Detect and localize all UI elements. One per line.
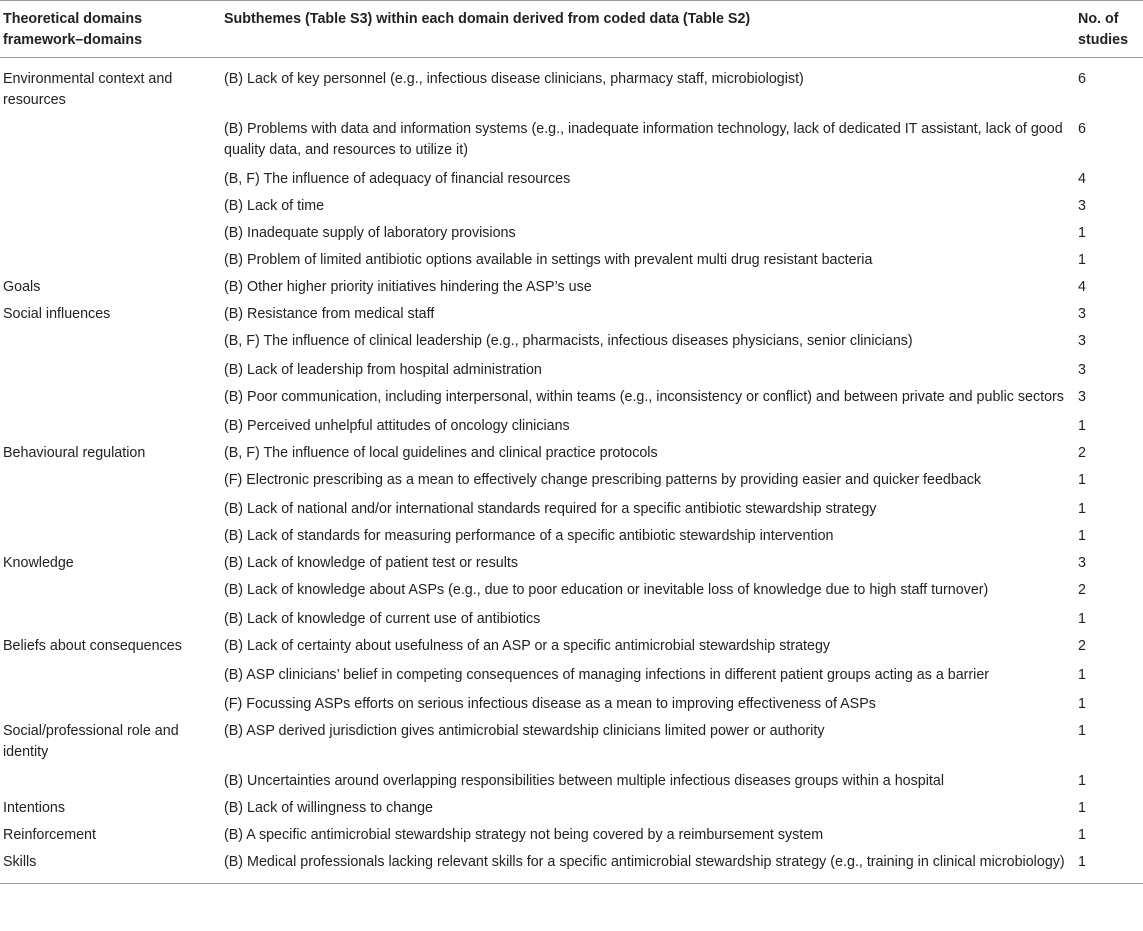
table-row [0,247,1143,274]
num-studies-cell: 1 [1078,252,1086,268]
table-row [0,577,1143,606]
subtheme-cell: (B) Lack of time [224,198,325,214]
domain-cell [0,166,220,193]
subtheme-cell: (B) A specific antimicrobial stewardship strategy not being covered by a reimbursement system [224,827,824,843]
num-studies-cell: 2 [1078,638,1086,654]
num-studies-cell: 1 [1078,528,1086,544]
table-row [0,220,1143,247]
subtheme-cell: (B) Inadequate supply of laboratory provisions [224,225,516,241]
num-studies-cell: 1 [1078,667,1086,683]
table-row [0,822,1143,849]
table-row [0,550,1143,577]
subtheme-cell: (B) ASP derived jurisdiction gives antimicrobial stewardship clinicians limited power or authority [224,723,825,739]
subtheme-cell: (B) Poor communication, including interpersonal, within teams (e.g., inconsistency or conflict) and between private and public sectors [224,389,1064,405]
num-studies-cell: 3 [1078,389,1086,405]
subtheme-cell: (B) Other higher priority initiatives hindering the ASP’s use [224,279,592,295]
subtheme-cell: (B) Perceived unhelpful attitudes of oncology clinicians [224,418,570,434]
num-studies-cell: 2 [1078,445,1086,461]
subtheme-cell: (B) Problem of limited antibiotic options available in settings with prevalent multi drug resistant bacteria [224,252,873,268]
domain-cell [0,116,220,166]
table-row [0,768,1143,795]
subtheme-cell: (B) Problems with data and information systems (e.g., inadequate information technology, lack of dedicated IT assistant, lack of good quality data, and resources to utilize it) [224,121,1063,158]
subtheme-cell: (F) Electronic prescribing as a mean to effectively change prescribing patterns by providing easier and quicker feedback [224,472,982,488]
num-studies-cell: 1 [1078,225,1086,241]
table-row [0,116,1143,166]
header-row [0,1,1143,58]
table-row [0,301,1143,328]
domain-cell [0,193,220,220]
table-row [0,413,1143,440]
subtheme-cell: (B, F) The influence of clinical leadership (e.g., pharmacists, infectious diseases physicians, senior clinicians) [224,333,913,349]
domain-cell [0,328,220,357]
subtheme-cell: (B) Resistance from medical staff [224,306,435,322]
domain-cell [0,496,220,523]
table-row [0,58,1143,117]
domain-cell: Social/professional role and identity [3,723,179,760]
header-domain: Theoretical domains framework–domains [0,1,220,58]
domain-cell [0,523,220,550]
domain-cell: Social influences [3,306,111,322]
domain-cell [0,247,220,274]
num-studies-cell: 1 [1078,827,1086,843]
table-row [0,633,1143,662]
subtheme-cell: (B, F) The influence of adequacy of financial resources [224,171,571,187]
table-row [0,440,1143,467]
domain-cell [0,384,220,413]
num-studies-cell: 4 [1078,279,1086,295]
subtheme-cell: (B) Lack of key personnel (e.g., infectious disease clinicians, pharmacy staff, microbiologist) [224,71,804,87]
table-row [0,274,1143,301]
num-studies-cell: 1 [1075,849,1143,884]
subtheme-cell: (B) ASP clinicians’ belief in competing consequences of managing infections in different patient groups acting as a barrier [224,667,990,683]
domain-cell [0,413,220,440]
num-studies-cell: 1 [1078,696,1086,712]
table-body [0,58,1143,884]
table-row [0,662,1143,691]
num-studies-cell: 4 [1078,171,1086,187]
table-row [0,384,1143,413]
num-studies-cell: 1 [1078,773,1086,789]
table-row [0,166,1143,193]
num-studies-cell: 1 [1078,723,1086,739]
domain-cell: Intentions [3,800,65,816]
domain-cell [0,220,220,247]
subtheme-cell: (B) Uncertainties around overlapping responsibilities between multiple infectious diseases groups within a hospital [224,773,945,789]
subtheme-cell: (B) Lack of knowledge about ASPs (e.g., due to poor education or inevitable loss of knowledge due to high staff turnover) [224,582,989,598]
num-studies-cell: 3 [1078,555,1086,571]
table-row [0,606,1143,633]
subtheme-cell: (B) Lack of standards for measuring performance of a specific antibiotic stewardship intervention [224,528,834,544]
domain-cell [0,662,220,691]
table-row [0,357,1143,384]
table-row [0,849,1143,884]
table-row [0,718,1143,768]
domain-cell [0,577,220,606]
num-studies-cell: 3 [1078,362,1086,378]
num-studies-cell: 1 [1078,418,1086,434]
domain-cell [0,768,220,795]
num-studies-cell: 6 [1078,71,1086,87]
header-num-studies: No. of studies [1075,1,1143,58]
subtheme-cell: (B) Lack of willingness to change [224,800,434,816]
domain-cell: Reinforcement [3,827,96,843]
domain-cell [0,606,220,633]
subtheme-cell: (B, F) The influence of local guidelines and clinical practice protocols [224,445,658,461]
domain-cell: Skills [0,849,220,884]
domain-cell [0,691,220,718]
subtheme-cell: (B) Lack of knowledge of patient test or results [224,555,519,571]
num-studies-cell: 1 [1078,800,1086,816]
num-studies-cell: 1 [1078,611,1086,627]
table-row [0,467,1143,496]
header-subthemes: Subthemes (Table S3) within each domain derived from coded data (Table S2) [220,1,1075,58]
domain-cell [0,467,220,496]
subtheme-cell: (B) Lack of national and/or international standards required for a specific antibiotic stewardship strategy [224,501,877,517]
domain-cell: Beliefs about consequences [3,638,182,654]
subtheme-cell: (B) Lack of knowledge of current use of antibiotics [224,611,541,627]
num-studies-cell: 1 [1078,472,1086,488]
domain-cell: Behavioural regulation [3,445,146,461]
table-row [0,691,1143,718]
subtheme-cell: (F) Focussing ASPs efforts on serious infectious disease as a mean to improving effectiveness of ASPs [224,696,876,712]
table-row [0,795,1143,822]
domain-cell: Goals [3,279,41,295]
domain-cell [0,357,220,384]
subtheme-cell: (B) Lack of leadership from hospital administration [224,362,542,378]
domain-cell: Environmental context and resources [3,71,173,108]
num-studies-cell: 3 [1078,333,1086,349]
num-studies-cell: 2 [1078,582,1086,598]
domain-cell: Knowledge [3,555,74,571]
subtheme-cell: (B) Medical professionals lacking relevant skills for a specific antimicrobial stewardship strategy (e.g., training in clinical microbiology) [220,849,1075,884]
num-studies-cell: 3 [1078,306,1086,322]
table-row [0,328,1143,357]
num-studies-cell: 1 [1078,501,1086,517]
num-studies-cell: 3 [1078,198,1086,214]
table-row [0,523,1143,550]
num-studies-cell: 6 [1078,121,1086,137]
subtheme-cell: (B) Lack of certainty about usefulness of an ASP or a specific antimicrobial stewardship strategy [224,638,831,654]
table-row [0,496,1143,523]
table-row [0,193,1143,220]
